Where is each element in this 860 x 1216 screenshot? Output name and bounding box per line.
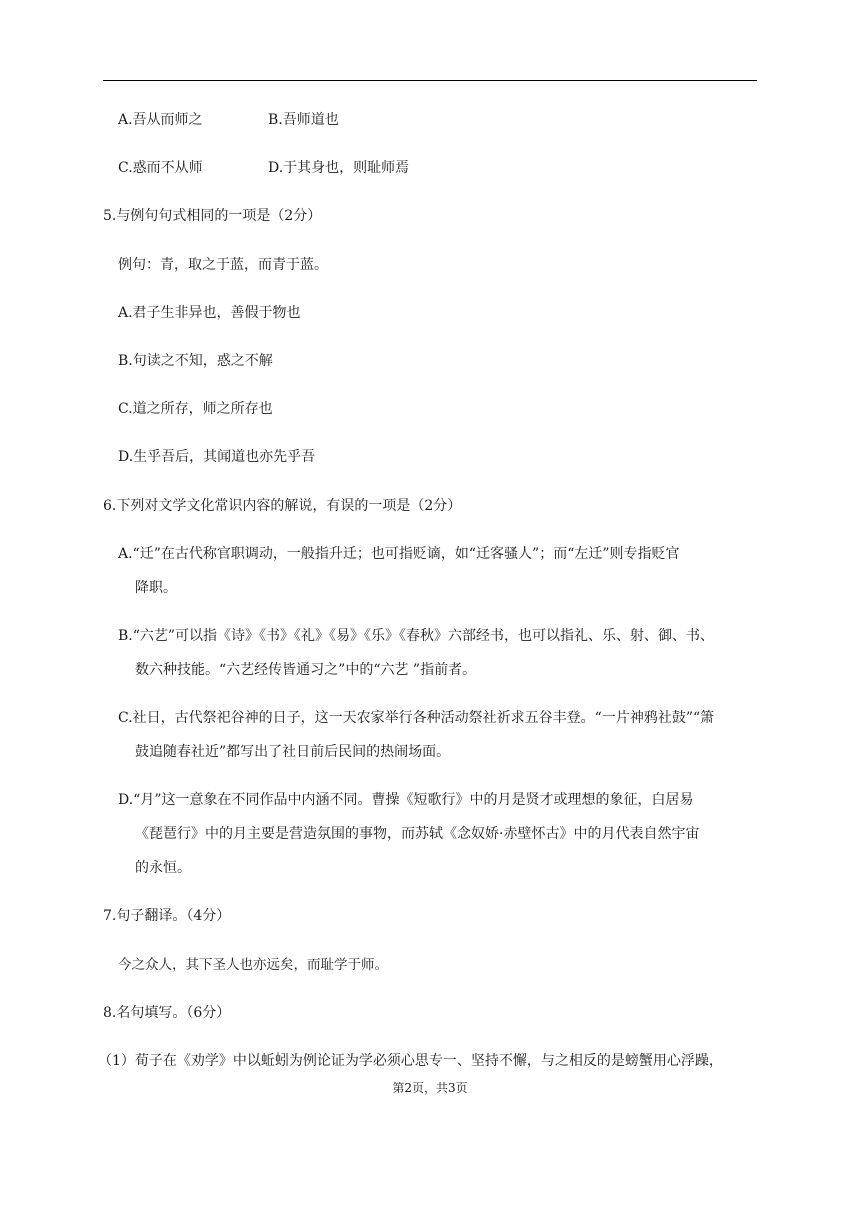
q4-option-a: A.吾从而师之 — [118, 112, 203, 128]
q4-option-c: C.惑而不从师 — [118, 160, 203, 176]
q6-option-c-line1: C.社日，古代祭祀谷神的日子，这一天农家举行各种活动祭社祈求五谷丰登。“一片神鸦社鼓”“箫 — [118, 710, 715, 726]
q6-option-d-line2: 《琵琶行》中的月主要是营造氛围的事物，而苏轼《念奴娇·赤壁怀古》中的月代表自然宇宙 — [135, 826, 700, 842]
header-rule — [103, 80, 757, 81]
q6-stem: 6.下列对文学文化常识内容的解说，有误的一项是（2分） — [103, 498, 462, 514]
q6-option-d-line1: D.“月”这一意象在不同作品中内涵不同。曹操《短歌行》中的月是贤才或理想的象征，白居易 — [118, 792, 694, 808]
q5-option-c: C.道之所存，师之所存也 — [118, 401, 273, 417]
q8-item-1: （1）荀子在《劝学》中以蚯蚓为例论证为学必须心思专一、坚持不懈，与之相反的是螃蟹用心浮躁， — [98, 1053, 723, 1069]
q6-option-c-line2: 鼓追随春社近”都写出了社日前后民间的热闹场面。 — [135, 744, 451, 760]
q8-stem: 8.名句填写。（6分） — [103, 1005, 231, 1021]
q5-option-d: D.生乎吾后，其闻道也亦先乎吾 — [118, 449, 316, 465]
q4-option-d: D.于其身也，则耻师焉 — [268, 160, 410, 176]
q5-option-b: B.句读之不知，惑之不解 — [118, 353, 273, 369]
q6-option-a-line2: 降职。 — [135, 580, 177, 596]
q7-sentence: 今之众人，其下圣人也亦远矣，而耻学于师。 — [118, 957, 388, 973]
q5-option-a: A.君子生非异也，善假于物也 — [118, 305, 301, 321]
q6-option-a-line1: A.“迁”在古代称官职调动，一般指升迁；也可指贬谪，如“迁客骚人”；而“左迁”则专指贬官 — [118, 546, 680, 562]
q6-option-b-line1: B.“六艺”可以指《诗》《书》《礼》《易》《乐》《春秋》六部经书，也可以指礼、乐、射、御、书、 — [118, 628, 715, 644]
q5-stem: 5.与例句句式相同的一项是（2分） — [103, 208, 322, 224]
page-footer: 第2页，共3页 — [392, 1081, 468, 1095]
q5-example: 例句：青，取之于蓝，而青于蓝。 — [118, 257, 328, 273]
q4-option-b: B.吾师道也 — [268, 112, 339, 128]
q6-option-b-line2: 数六种技能。“六艺经传皆通习之”中的“六艺 ”指前者。 — [135, 662, 477, 678]
q6-option-d-line3: 的永恒。 — [135, 860, 191, 876]
q7-stem: 7.句子翻译。（4分） — [103, 908, 231, 924]
